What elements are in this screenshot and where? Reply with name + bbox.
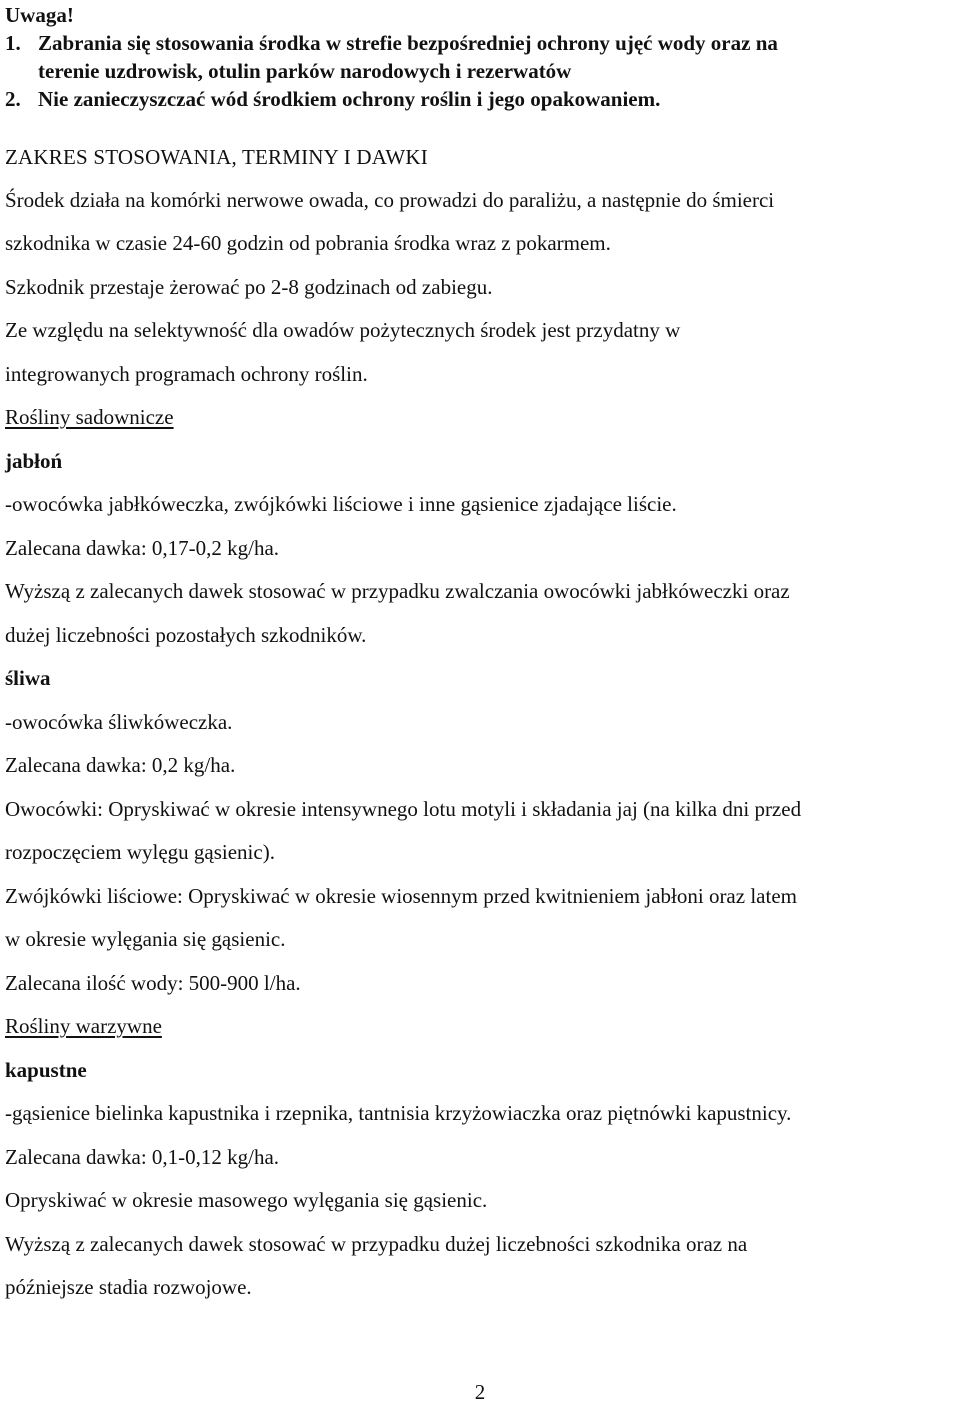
section-heading: ZAKRES STOSOWANIA, TERMINY I DAWKI [5,145,428,169]
timing-zwojkowki-line-2: w okresie wylęgania się gąsienic. [5,927,286,951]
intro-line-2: szkodnika w czasie 24-60 godzin od pobrania środka wraz z pokarmem. [5,231,611,255]
warning-item-text: Zabrania się stosowania środka w strefie bezpośredniej ochrony ujęć wody oraz na [38,31,778,55]
warning-item-1 [5,29,955,57]
timing-owocowki-line-1: Owocówki: Opryskiwać w okresie intensywnego lotu motyli i składania jaj (na kilka dni przed [5,797,802,821]
warning-title: Uwaga! [5,3,74,27]
page-number: 2 [474,1380,486,1404]
water-volume: Zalecana ilość wody: 500-900 l/ha. [5,971,301,995]
kapustne-note-line-2: późniejsze stadia rozwojowe. [5,1275,252,1299]
crop-kapustne: kapustne [5,1058,87,1082]
kapustne-pests: -gąsienice bielinka kapustnika i rzepnika, tantnisia krzyżowiaczka oraz piętnówki kapustnicy. [5,1101,792,1125]
intro-line-5: integrowanych programach ochrony roślin. [5,362,368,386]
warning-item-text: Nie zanieczyszczać wód środkiem ochrony roślin i jego opakowaniem. [38,87,661,111]
plum-pests: -owocówka śliwkóweczka. [5,710,233,734]
warning-item-1-continuation: terenie uzdrowisk, otulin parków narodowych i rezerwatów [38,59,572,83]
crop-plum: śliwa [5,666,51,690]
crop-apple: jabłoń [5,449,63,473]
apple-pests: -owocówka jabłkóweczka, zwójkówki liściowe i inne gąsienice zjadające liście. [5,492,677,516]
warning-item-2 [5,85,955,113]
orchard-section-title: Rośliny sadownicze [5,405,174,429]
kapustne-timing: Opryskiwać w okresie masowego wylęgania się gąsienic. [5,1188,488,1212]
plum-dose: Zalecana dawka: 0,2 kg/ha. [5,753,236,777]
warning-item-number: 1. [5,31,21,55]
vegetables-section-title: Rośliny warzywne [5,1014,162,1038]
apple-note-line-1: Wyższą z zalecanych dawek stosować w przypadku zwalczania owocówki jabłkóweczki oraz [5,579,790,603]
warning-item-number: 2. [5,87,21,111]
apple-dose: Zalecana dawka: 0,17-0,2 kg/ha. [5,536,280,560]
kapustne-dose: Zalecana dawka: 0,1-0,12 kg/ha. [5,1145,280,1169]
warning-block [5,0,955,113]
intro-line-4: Ze względu na selektywność dla owadów pożytecznych środek jest przydatny w [5,318,681,342]
timing-zwojkowki-line-1: Zwójkówki liściowe: Opryskiwać w okresie wiosennym przed kwitnieniem jabłoni oraz latem [5,884,797,908]
intro-line-1: Środek działa na komórki nerwowe owada, co prowadzi do paraliżu, a następnie do śmierci [5,188,775,212]
kapustne-note-line-1: Wyższą z zalecanych dawek stosować w przypadku dużej liczebności szkodnika oraz na [5,1232,748,1256]
intro-line-3: Szkodnik przestaje żerować po 2-8 godzinach od zabiegu. [5,275,493,299]
apple-note-line-2: dużej liczebności pozostałych szkodników. [5,623,367,647]
timing-owocowki-line-2: rozpoczęciem wylęgu gąsienic). [5,840,275,864]
